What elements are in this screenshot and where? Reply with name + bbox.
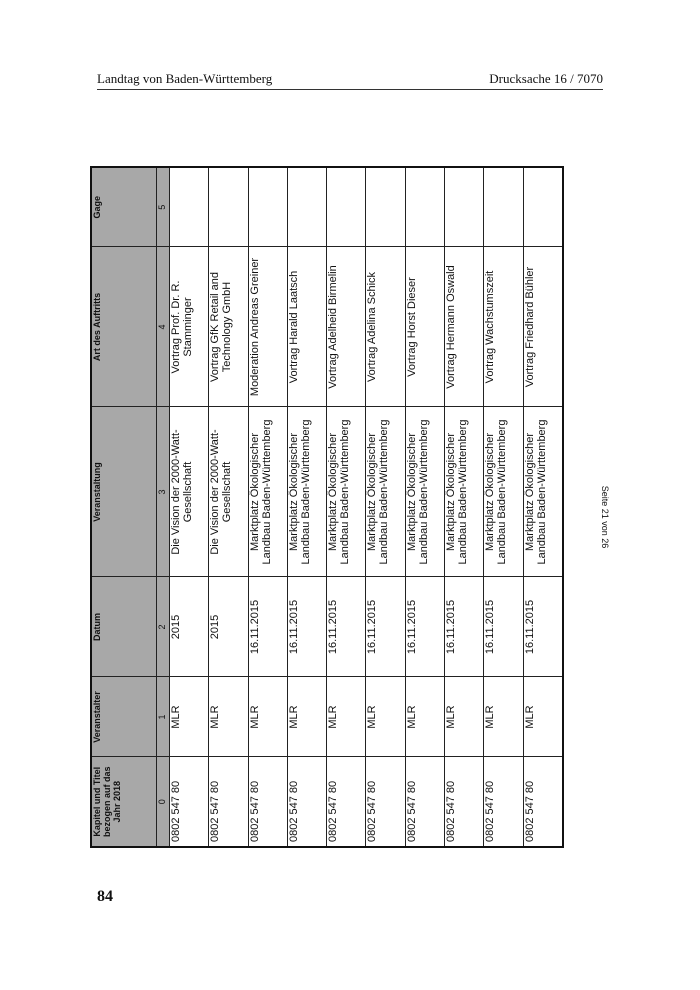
table-container bbox=[90, 168, 564, 848]
table-header-row bbox=[91, 167, 157, 847]
table-cell-c2: 16.11.2015 bbox=[445, 577, 484, 677]
table-cell-c3: Marktplatz Ökologischer Landbau Baden-Württemberg bbox=[523, 407, 563, 577]
table-cell-c0: 0802 547 80 bbox=[209, 757, 248, 847]
table-row bbox=[287, 167, 326, 847]
table-row bbox=[484, 167, 523, 847]
table-row bbox=[445, 167, 484, 847]
table-cell-c2: 16.11.2015 bbox=[327, 577, 366, 677]
table-cell-c1: MLR bbox=[405, 677, 444, 757]
table-cell-c5 bbox=[209, 167, 248, 247]
table-cell-c2: 16.11.2015 bbox=[405, 577, 444, 677]
table-cell-c0: 0802 547 80 bbox=[523, 757, 563, 847]
table-cell-c1: MLR bbox=[170, 677, 209, 757]
table-cell-c1: MLR bbox=[484, 677, 523, 757]
table-cell-c5 bbox=[366, 167, 405, 247]
table-cell-c2: 16.11.2015 bbox=[523, 577, 563, 677]
table-cell-c5 bbox=[327, 167, 366, 247]
table-cell-c0: 0802 547 80 bbox=[287, 757, 326, 847]
table-cell-c3: Marktplatz Ökologischer Landbau Baden-Württemberg bbox=[445, 407, 484, 577]
table-cell-c2: 16.11.2015 bbox=[287, 577, 326, 677]
column-number: 1 bbox=[157, 677, 170, 757]
table-cell-c3: Marktplatz Ökologischer Landbau Baden-Württemberg bbox=[366, 407, 405, 577]
table-cell-c5 bbox=[484, 167, 523, 247]
table-cell-c3: Die Vision der 2000-Watt-Gesellschaft bbox=[209, 407, 248, 577]
table-cell-c2: 16.11.2015 bbox=[248, 577, 287, 677]
table-cell-c3: Marktplatz Ökologischer Landbau Baden-Württemberg bbox=[405, 407, 444, 577]
table-cell-c4: Vortrag Adelheid Birmelin bbox=[327, 247, 366, 407]
column-number: 3 bbox=[157, 407, 170, 577]
header-divider bbox=[97, 89, 603, 90]
table-cell-c2: 16.11.2015 bbox=[484, 577, 523, 677]
table-row bbox=[523, 167, 563, 847]
table-cell-c4: Vortrag Harald Laatsch bbox=[287, 247, 326, 407]
table-cell-c1: MLR bbox=[209, 677, 248, 757]
table-cell-c2: 2015 bbox=[209, 577, 248, 677]
page-footer: Seite 21 von 26 bbox=[600, 485, 610, 549]
column-number-row bbox=[157, 167, 170, 847]
table-cell-c4: Moderation Andreas Greiner bbox=[248, 247, 287, 407]
table-cell-c1: MLR bbox=[523, 677, 563, 757]
table-cell-c4: Vortrag Horst Dieser bbox=[405, 247, 444, 407]
column-header-kapitel: Kapitel und Titel bezogen auf das Jahr 2018 bbox=[91, 757, 157, 847]
table-cell-c3: Marktplatz Ökologischer Landbau Baden-Württemberg bbox=[248, 407, 287, 577]
table-cell-c5 bbox=[287, 167, 326, 247]
column-header-veranstaltung: Veranstaltung bbox=[91, 407, 157, 577]
table-row bbox=[327, 167, 366, 847]
table-cell-c3: Marktplatz Ökologischer Landbau Baden-Württemberg bbox=[484, 407, 523, 577]
table-cell-c1: MLR bbox=[327, 677, 366, 757]
table-row bbox=[405, 167, 444, 847]
table-cell-c4: Vortrag Adelina Schick bbox=[366, 247, 405, 407]
table-cell-c1: MLR bbox=[248, 677, 287, 757]
column-number: 4 bbox=[157, 247, 170, 407]
table-cell-c3: Die Vision der 2000-Watt-Gesellschaft bbox=[170, 407, 209, 577]
table-row bbox=[248, 167, 287, 847]
page-number: 84 bbox=[97, 888, 113, 905]
table-cell-c0: 0802 547 80 bbox=[248, 757, 287, 847]
table-cell-c4: Vortrag Prof. Dr. R. Stamminger bbox=[170, 247, 209, 407]
table-cell-c4: Vortrag Friedhard Bühler bbox=[523, 247, 563, 407]
table-row bbox=[366, 167, 405, 847]
rotated-table bbox=[90, 168, 564, 848]
table-cell-c2: 16.11.2015 bbox=[366, 577, 405, 677]
table-cell-c4: Vortrag Wachstumszeit bbox=[484, 247, 523, 407]
column-header-gage: Gage bbox=[91, 167, 157, 247]
table-cell-c0: 0802 547 80 bbox=[366, 757, 405, 847]
table-cell-c1: MLR bbox=[287, 677, 326, 757]
column-header-veranstalter: Veranstalter bbox=[91, 677, 157, 757]
column-number: 2 bbox=[157, 577, 170, 677]
table-cell-c1: MLR bbox=[366, 677, 405, 757]
table-cell-c5 bbox=[248, 167, 287, 247]
column-number: 0 bbox=[157, 757, 170, 847]
table-cell-c3: Marktplatz Ökologischer Landbau Baden-Württemberg bbox=[327, 407, 366, 577]
document-header-title: Landtag von Baden-Württemberg bbox=[97, 71, 273, 86]
table-cell-c5 bbox=[523, 167, 563, 247]
column-header-datum: Datum bbox=[91, 577, 157, 677]
column-number: 5 bbox=[157, 167, 170, 247]
table-row bbox=[170, 167, 209, 847]
table-cell-c0: 0802 547 80 bbox=[484, 757, 523, 847]
table-row bbox=[209, 167, 248, 847]
table-cell-c5 bbox=[405, 167, 444, 247]
table-cell-c3: Marktplatz Ökologischer Landbau Baden-Württemberg bbox=[287, 407, 326, 577]
table-cell-c0: 0802 547 80 bbox=[327, 757, 366, 847]
table-cell-c5 bbox=[445, 167, 484, 247]
table-cell-c5 bbox=[170, 167, 209, 247]
column-header-art: Art des Auftritts bbox=[91, 247, 157, 407]
table-body bbox=[170, 167, 564, 847]
table-cell-c1: MLR bbox=[445, 677, 484, 757]
table-cell-c0: 0802 547 80 bbox=[445, 757, 484, 847]
table-cell-c0: 0802 547 80 bbox=[405, 757, 444, 847]
table-cell-c4: Vortrag GfK Retail and Technology GmbH bbox=[209, 247, 248, 407]
events-table bbox=[90, 166, 564, 848]
document-number: Drucksache 16 / 7070 bbox=[489, 71, 603, 86]
table-cell-c0: 0802 547 80 bbox=[170, 757, 209, 847]
table-cell-c2: 2015 bbox=[170, 577, 209, 677]
table-cell-c4: Vortrag Hermann Oswald bbox=[445, 247, 484, 407]
